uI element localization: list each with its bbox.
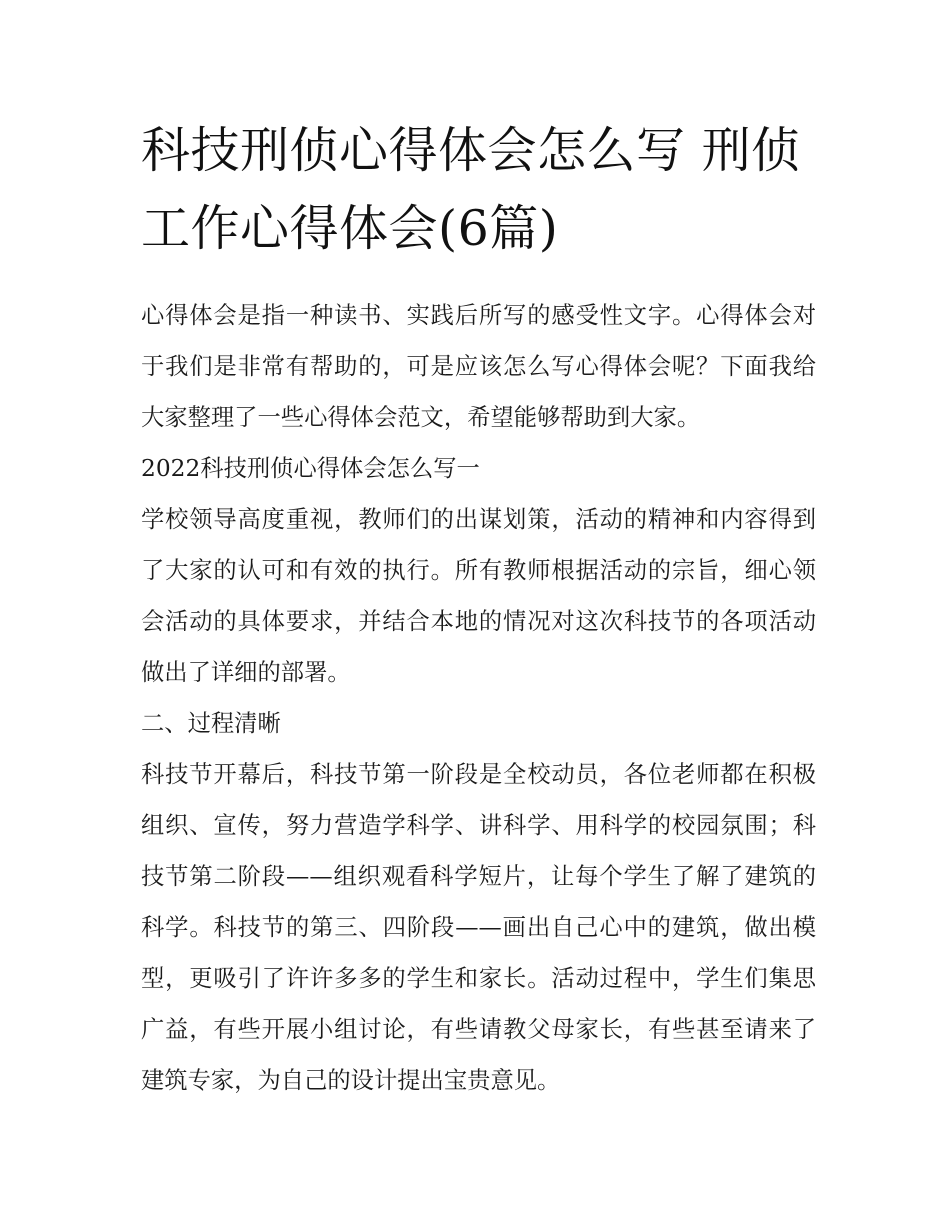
intro-paragraph: 心得体会是指一种读书、实践后所写的感受性文字。心得体会对于我们是非常有帮助的，可是应该怎么写心得体会呢？下面我给大家整理了一些心得体会范文，希望能够帮助到大家。 — [141, 302, 816, 431]
body-paragraph-2: 科技节开幕后，科技节第一阶段是全校动员，各位老师都在积极组织、宣传，努力营造学科学、讲科学、用科学的校园氛围；科技节第二阶段——组织观看科学短片，让每个学生了解了建筑的科学。科技节的第三、四阶段——画出自己心中的建筑，做出模型，更吸引了许许多多的学生和家长。活动过程中，学生们集思广益，有些开展小组讨论，有些请教父母家长，有些甚至请来了建筑专家，为自己的设计提出宝贵意见。 — [141, 761, 816, 1094]
section-heading-1: 2022科技刑侦心得体会怎么写一 — [141, 455, 480, 482]
body-paragraph-1: 学校领导高度重视，教师们的出谋划策，活动的精神和内容得到了大家的认可和有效的执行。所有教师根据活动的宗旨，细心领会活动的具体要求，并结合本地的情况对这次科技节的各项活动做出了详细的部署。 — [141, 506, 816, 686]
document-body — [141, 290, 816, 1106]
document-page — [141, 112, 816, 1106]
section-heading-2: 二、过程清晰 — [141, 710, 281, 737]
document-title: 科技刑侦心得体会怎么写 刑侦工作心得体会(6篇) — [141, 122, 801, 257]
